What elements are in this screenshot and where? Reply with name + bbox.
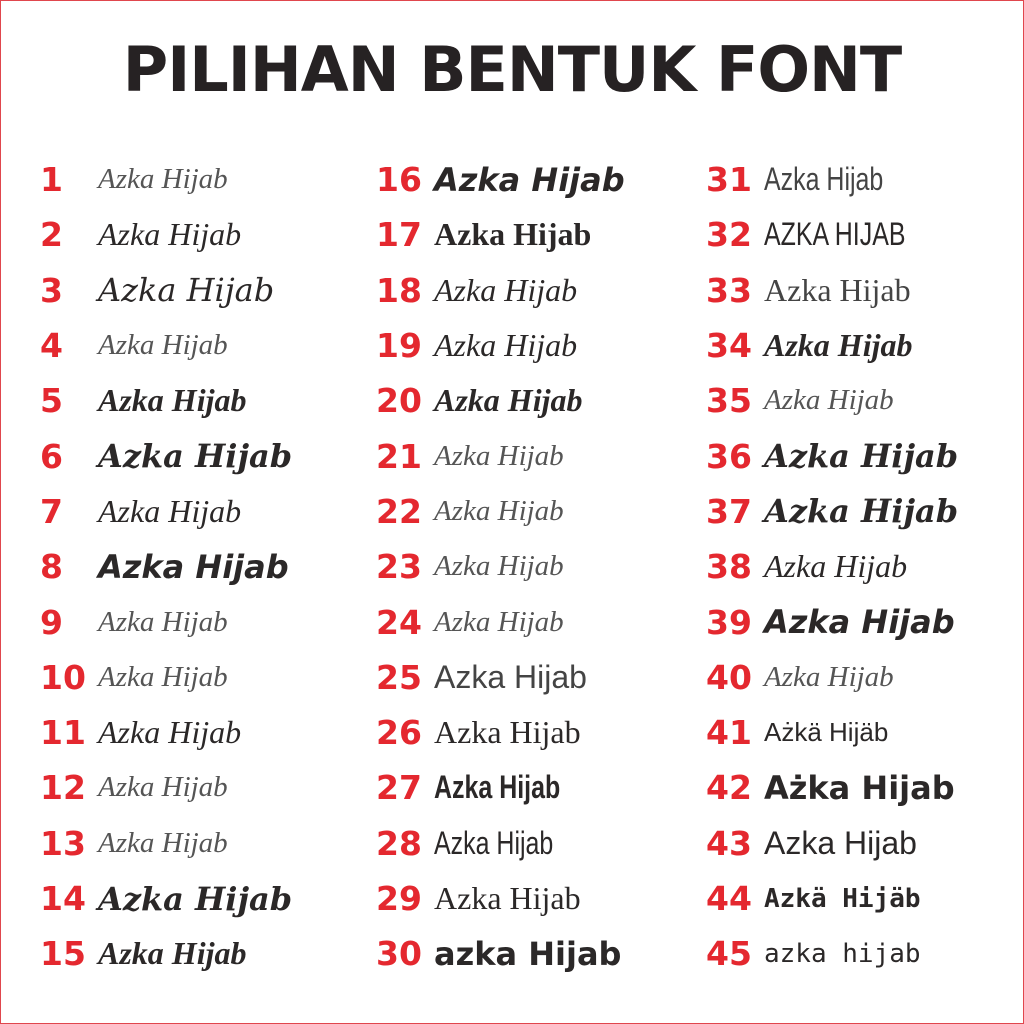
font-sample: Azka Hijab: [434, 550, 564, 583]
font-column-3: [706, 152, 958, 981]
font-number: 3: [40, 270, 63, 310]
font-option-44[interactable]: [706, 871, 958, 926]
font-sample: AZKA HIJAB: [764, 216, 906, 253]
font-sample: Azka Hijab: [98, 660, 228, 693]
font-option-36[interactable]: [706, 428, 958, 483]
font-column-2: [376, 152, 625, 981]
font-option-6[interactable]: [40, 428, 292, 483]
font-number: 43: [706, 823, 752, 863]
font-number: 17: [376, 215, 422, 255]
font-option-5[interactable]: [40, 373, 292, 428]
font-sample: Azka Hijab: [434, 382, 583, 419]
font-number: 14: [40, 879, 86, 918]
font-option-19[interactable]: [376, 318, 625, 373]
font-sample: Azka Hijab: [434, 769, 561, 806]
font-option-33[interactable]: [706, 263, 958, 318]
font-sample: Azka Hijab: [764, 161, 884, 198]
font-option-32[interactable]: [706, 207, 958, 262]
font-option-26[interactable]: [376, 705, 625, 760]
font-number: 25: [376, 657, 422, 697]
font-number: 23: [376, 547, 422, 587]
font-option-41[interactable]: [706, 705, 958, 760]
font-sample: Azka Hijab: [98, 771, 228, 804]
font-option-1[interactable]: [40, 152, 292, 207]
font-option-45[interactable]: [706, 926, 958, 981]
font-number: 39: [706, 602, 752, 642]
font-number: 32: [706, 215, 752, 255]
font-sample: Azka Hijab: [98, 329, 228, 362]
font-option-34[interactable]: [706, 318, 958, 373]
font-option-27[interactable]: [376, 760, 625, 815]
font-number: 40: [706, 657, 752, 697]
font-sample: azka hijab: [764, 938, 921, 969]
font-sample: Azka Hijab: [434, 160, 625, 199]
font-sample: Azka Hijab: [764, 660, 894, 693]
font-option-9[interactable]: [40, 594, 292, 649]
font-option-35[interactable]: [706, 373, 958, 428]
font-option-8[interactable]: [40, 539, 292, 594]
font-number: 15: [40, 934, 86, 974]
font-option-31[interactable]: [706, 152, 958, 207]
font-sample: Azka Hijab: [764, 437, 959, 476]
font-option-18[interactable]: [376, 263, 625, 318]
font-option-3[interactable]: [40, 263, 292, 318]
font-sample: Azka Hijab: [764, 327, 913, 364]
font-option-17[interactable]: [376, 207, 625, 262]
font-sample: Azka Hijab: [434, 494, 564, 527]
font-sample: Azka Hijab: [98, 382, 247, 419]
font-sample: Azka Hijab: [434, 216, 592, 253]
font-option-15[interactable]: [40, 926, 292, 981]
font-sample: Azka Hijab: [98, 163, 228, 196]
font-option-2[interactable]: [40, 207, 292, 262]
font-sample: Azka Hijab: [764, 824, 917, 861]
font-number: 10: [40, 657, 86, 697]
font-option-25[interactable]: [376, 650, 625, 705]
font-option-21[interactable]: [376, 428, 625, 483]
font-number: 38: [706, 547, 752, 587]
font-sample: Azka Hijab: [434, 605, 564, 638]
font-sample: Azka Hijab: [98, 492, 242, 529]
font-sample: Azka Hijab: [98, 271, 275, 310]
font-number: 4: [40, 326, 63, 366]
font-option-23[interactable]: [376, 539, 625, 594]
font-sample: Azka Hijab: [98, 935, 247, 972]
font-number: 45: [706, 934, 752, 974]
font-number: 41: [706, 713, 752, 753]
font-sample: Azka Hijab: [98, 437, 293, 476]
font-number: 29: [376, 879, 422, 918]
font-number: 31: [706, 160, 752, 200]
font-option-40[interactable]: [706, 650, 958, 705]
font-option-37[interactable]: [706, 484, 958, 539]
font-sample: Azka Hijab: [98, 547, 289, 586]
font-number: 11: [40, 713, 86, 753]
font-number: 44: [706, 879, 752, 918]
font-number: 19: [376, 326, 422, 366]
font-number: 20: [376, 381, 422, 421]
font-option-7[interactable]: [40, 484, 292, 539]
font-sample: Azka Hijab: [764, 548, 908, 585]
font-option-22[interactable]: [376, 484, 625, 539]
font-sample: Ażkä Hijäb: [764, 717, 889, 748]
font-option-29[interactable]: [376, 871, 625, 926]
font-number: 28: [376, 823, 422, 863]
font-number: 8: [40, 547, 63, 587]
font-option-13[interactable]: [40, 816, 292, 871]
font-number: 22: [376, 491, 422, 531]
font-option-28[interactable]: [376, 816, 625, 871]
font-sample: Azka Hijab: [434, 439, 564, 472]
font-sample: Azka Hijab: [434, 658, 587, 695]
font-option-24[interactable]: [376, 594, 625, 649]
font-option-30[interactable]: [376, 926, 625, 981]
font-sample: Azka Hijab: [764, 492, 959, 531]
font-number: 33: [706, 270, 752, 310]
font-number: 16: [376, 160, 422, 200]
font-number: 42: [706, 768, 752, 808]
font-sample: Azka Hijab: [434, 271, 578, 308]
font-option-4[interactable]: [40, 318, 292, 373]
font-option-38[interactable]: [706, 539, 958, 594]
font-number: 7: [40, 491, 63, 531]
font-sample: Azka Hijab: [764, 603, 955, 642]
font-sample: Azka Hijab: [434, 824, 554, 861]
font-number: 27: [376, 768, 422, 808]
font-number: 9: [40, 602, 63, 642]
font-option-12[interactable]: [40, 760, 292, 815]
font-number: 6: [40, 436, 63, 476]
font-sample: azka Hijab: [434, 934, 622, 973]
font-number: 30: [376, 934, 422, 974]
font-option-42[interactable]: [706, 760, 958, 815]
font-number: 2: [40, 215, 63, 255]
font-option-14[interactable]: [40, 871, 292, 926]
font-number: 24: [376, 602, 422, 642]
font-sample: Azka Hijab: [434, 714, 581, 751]
font-option-16[interactable]: [376, 152, 625, 207]
page-title: PILIHAN BENTUK FONT: [122, 33, 902, 106]
font-sample: Azkä Hijäb: [764, 883, 921, 914]
font-sample: Azka Hijab: [434, 327, 578, 364]
font-number: 1: [40, 160, 63, 200]
font-sample: Ażka Hijab: [764, 768, 955, 807]
font-sample: Azka Hijab: [764, 271, 911, 308]
font-number: 5: [40, 381, 63, 421]
font-number: 12: [40, 768, 86, 808]
font-option-10[interactable]: [40, 650, 292, 705]
font-sample: Azka Hijab: [98, 879, 293, 918]
font-number: 34: [706, 326, 752, 366]
font-sample: Azka Hijab: [98, 605, 228, 638]
font-number: 13: [40, 823, 86, 863]
font-sample: Azka Hijab: [98, 714, 242, 751]
font-number: 36: [706, 436, 752, 476]
font-option-11[interactable]: [40, 705, 292, 760]
font-option-43[interactable]: [706, 816, 958, 871]
font-number: 26: [376, 713, 422, 753]
font-number: 18: [376, 270, 422, 310]
font-column-1: [40, 152, 292, 981]
font-number: 37: [706, 491, 752, 531]
font-number: 35: [706, 381, 752, 421]
font-sample: Azka Hijab: [98, 826, 228, 859]
font-number: 21: [376, 436, 422, 476]
font-sample: Azka Hijab: [764, 384, 894, 417]
font-option-20[interactable]: [376, 373, 625, 428]
font-option-39[interactable]: [706, 594, 958, 649]
font-sample: Azka Hijab: [434, 880, 581, 916]
font-sample: Azka Hijab: [98, 216, 242, 253]
